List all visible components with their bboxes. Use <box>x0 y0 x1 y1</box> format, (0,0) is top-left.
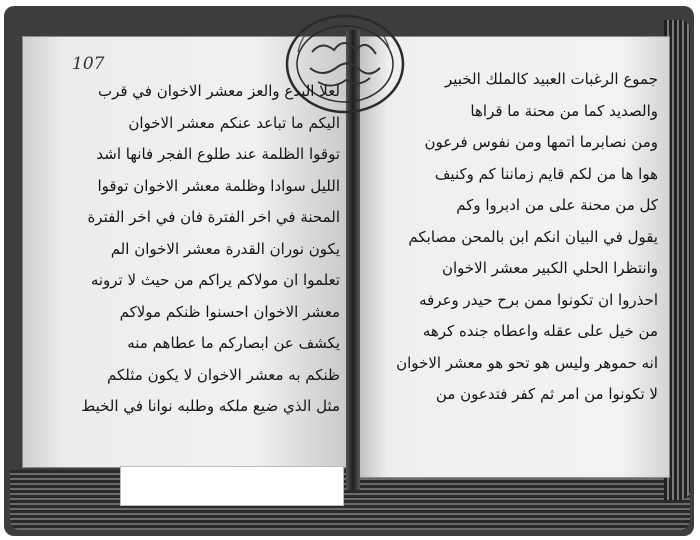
right-line-6: يقول في البيان انكم ابن بالمحن مصابكم <box>408 227 658 246</box>
left-line-6: يكون نوران القدرة معشر الاخوان الم <box>110 239 340 258</box>
right-line-7: وانتظرا الحلي الكبير معشر الاخوان <box>441 259 658 277</box>
left-line-8: معشر الاخوان احسنوا ظنكم مولاكم <box>119 302 340 321</box>
right-line-8: احذروا ان تكونوا ممن برح حيدر وعرفه <box>419 290 658 309</box>
left-line-10: ظنكم به معشر الاخوان لا يكون مثلكم <box>107 365 340 384</box>
left-page-text <box>34 76 340 423</box>
left-line-7: تعلموا ان مولاكم يراكم من حيث لا ترونه <box>90 271 340 289</box>
right-page-text <box>362 64 658 411</box>
right-line-10: انه حموهر وليس هو تحو هو معشر الاخوان <box>396 353 658 372</box>
left-line-4: الليل سوادا وظلمة معشر الاخوان توقوا <box>97 176 340 195</box>
right-line-4: هوا ها من لكم قايم زماننا كم وكنيف <box>434 164 658 183</box>
left-line-3: توقوا الظلمة عند طلوع الفجر فانها اشد <box>96 145 340 163</box>
left-line-1: لعلا البدع والعز معشر الاخوان في قرب <box>97 82 340 100</box>
right-line-1: جموع الرغبات العبيد كالملك الخبير <box>444 70 658 88</box>
right-line-5: كل من محنة على من ادبروا وكم <box>456 196 658 214</box>
folio-number: 107 <box>72 54 105 74</box>
right-line-9: من خيل على عقله واعطاه جنده كرهه <box>422 322 658 340</box>
paper-tab <box>120 466 344 506</box>
left-line-9: يكشف عن ابصاركم ما عطاهم منه <box>127 334 340 352</box>
right-line-3: ومن نصابرما اتمها ومن نفوس فرعون <box>424 133 658 151</box>
right-line-11: لا تكونوا من امر ثم كفر فتدعون من <box>435 385 658 403</box>
left-line-5: المحنة في اخر الفترة فان في اخر الفترة <box>87 208 340 226</box>
left-line-2: اليكم ما تباعد عنكم معشر الاخوان <box>128 113 340 132</box>
left-line-11: مثل الذي ضيع ملكه وطلبه نوانا في الخيط <box>81 397 340 415</box>
right-line-2: والصديد كما من محنة ما قراها <box>470 101 658 120</box>
